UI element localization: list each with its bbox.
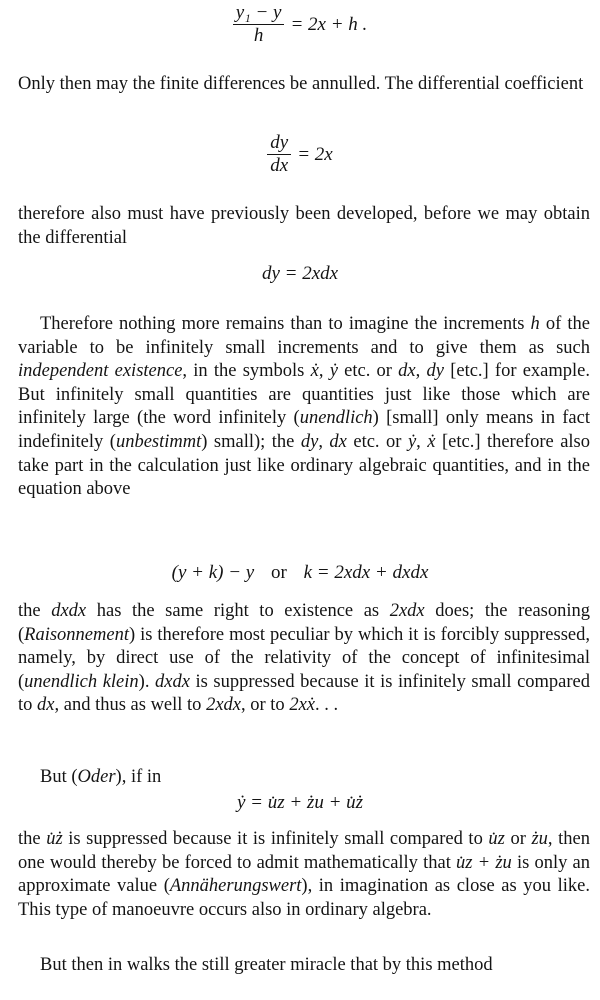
- text-run: ) [small] only means in fact indefinitely (: [18, 408, 590, 452]
- text-run: [etc.] therefore also take part in the calculation just like ordinary algebraic quantities, and in the equation above: [18, 431, 590, 500]
- text-run: or: [504, 829, 532, 849]
- text-run: Therefore nothing more remains than to imagine the increments: [40, 314, 531, 334]
- fraction: [267, 132, 291, 177]
- equation-product-rule: ẏ = u̇z + żu + u̇ż: [236, 792, 364, 813]
- italic-run: unbestimmt: [115, 431, 202, 452]
- text-run: the: [18, 601, 52, 621]
- text-run: ,: [318, 431, 330, 452]
- paragraph-1: [18, 73, 590, 97]
- italic-run: ẏ: [329, 361, 338, 382]
- italic-run: 2xẋ: [289, 695, 315, 716]
- italic-run: żu: [531, 829, 548, 849]
- text-run: . . .: [315, 695, 339, 716]
- paragraph-5: [18, 766, 590, 790]
- text-run: is only an approximate value (: [18, 852, 591, 897]
- fraction-numerator: dy: [267, 132, 291, 155]
- italic-run: unendlich: [299, 408, 373, 429]
- italic-run: dx: [329, 431, 347, 452]
- text-run: [etc.] for example. But infinitely small quantities are quantities just like those which are infinitely large (the word infinitely (: [18, 361, 591, 429]
- text-run: But (: [40, 767, 78, 787]
- equation-difference-quotient: [0, 2, 600, 47]
- italic-run: dx: [37, 695, 55, 716]
- paragraph-6: [18, 828, 590, 922]
- equation-left: (y + k) − y: [171, 562, 255, 583]
- equation-differential-coefficient: [0, 132, 600, 177]
- text-run: ), in imagination as close as you like. This type of manoeuvre occurs also in ordinary algebra.: [18, 876, 591, 920]
- text-run: etc. or: [337, 361, 399, 382]
- text-run: ) is therefore most peculiar by which it is forcibly suppressed, namely, by direct use of the relativity of the concept of infinitesimal (: [18, 624, 590, 692]
- italic-run: unendlich klein: [24, 671, 139, 692]
- italic-run: ẏ: [407, 431, 417, 452]
- fraction-denominator: h: [253, 25, 264, 46]
- italic-run: independent existence: [18, 361, 183, 382]
- italic-run: Oder: [77, 767, 116, 787]
- italic-run: ẋ: [427, 431, 436, 452]
- text-run: is suppressed because it is infinitely small compared to: [18, 671, 590, 716]
- italic-run: dxdx: [155, 671, 190, 692]
- paragraph-2: [18, 203, 590, 250]
- italic-run: dy: [300, 431, 319, 452]
- italic-run: dx: [398, 361, 416, 382]
- text-run: ,: [416, 431, 428, 452]
- paragraph-4: [18, 600, 590, 718]
- text-run: ), if in: [115, 767, 162, 787]
- fraction-numerator: y₁ − y: [233, 2, 285, 25]
- text-run: etc. or: [346, 431, 408, 452]
- italic-run: Annäherungswert: [169, 876, 302, 897]
- italic-run: 2xdx: [206, 695, 241, 716]
- text-run: ,: [318, 361, 330, 382]
- equation-or: or: [270, 562, 287, 583]
- paragraph-3: [18, 313, 590, 502]
- text-run: , in the symbols: [182, 361, 311, 382]
- italic-run: dxdx: [51, 601, 87, 621]
- text-run: ).: [138, 671, 156, 692]
- fraction: [233, 2, 285, 47]
- italic-run: ẋ: [310, 361, 319, 382]
- fraction-denominator: dx: [270, 155, 289, 176]
- text-run: ,: [415, 361, 427, 382]
- equation-right: k = 2xdx + dxdx: [303, 562, 429, 583]
- text-run: therefore also must have previously been developed, before we may obtain the differential: [18, 204, 590, 248]
- italic-run: dy: [426, 361, 444, 382]
- italic-run: 2xdx: [389, 601, 425, 621]
- text-run: of the variable to be infinitely small increments and to give them as such: [18, 314, 590, 358]
- italic-run: h: [530, 314, 540, 334]
- italic-run: Raisonnement: [24, 624, 129, 645]
- text-run: , or to: [241, 695, 290, 716]
- equation-increment: [0, 562, 600, 584]
- equation-rhs: = 2x: [297, 143, 333, 165]
- text-run: , then one would thereby be forced to admit mathematically that: [18, 829, 590, 873]
- text-run: But then in walks the still greater miracle that by this method: [40, 955, 493, 975]
- text-run: Only then may the finite differences be annulled. The differential coefficient: [18, 74, 584, 94]
- equation-rhs: = 2x + h .: [290, 13, 368, 35]
- text-run: , and thus as well to: [54, 695, 207, 716]
- text-run: has the same right to existence as: [86, 601, 390, 621]
- equation-differential: dy = 2xdx: [261, 263, 339, 284]
- text-run: the: [18, 829, 47, 849]
- paragraph-7: [18, 954, 590, 978]
- text-run: does; the reasoning (: [18, 601, 591, 645]
- italic-run: u̇ż: [46, 829, 63, 849]
- italic-run: u̇z: [488, 829, 505, 849]
- italic-run: u̇z + żu: [456, 852, 512, 873]
- text-run: is suppressed because it is infinitely small compared to: [62, 829, 489, 849]
- text-run: ) small); the: [201, 431, 301, 452]
